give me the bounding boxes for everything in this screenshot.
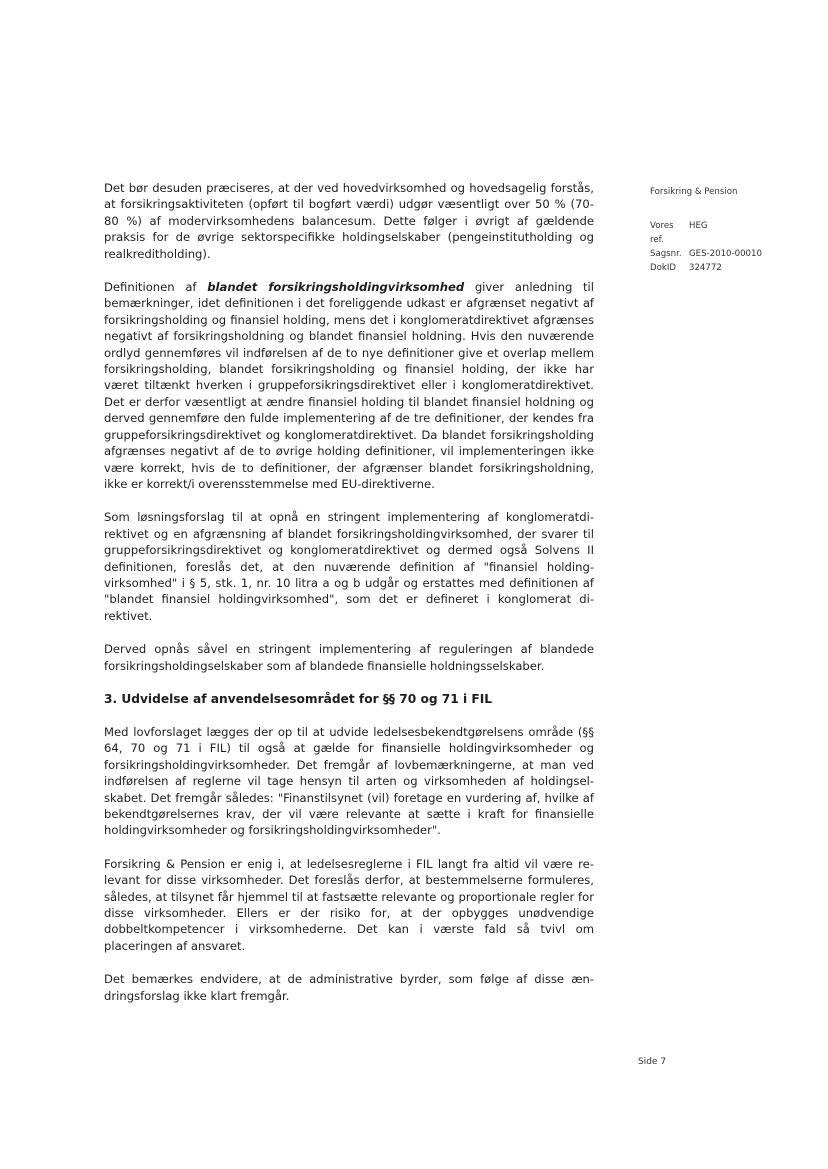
paragraph-blandet-forsikring bbox=[104, 279, 594, 492]
paragraph-lovforslag: Med lovforslaget lægges der op til at udvide ledelsesbekendtgørelsens område (§§ 64, 70 og 71 i FIL) til også at gælde for finansielle holdingvirksomheder og forsikringsholdingvirksomheder. Det fremgår af lovbemærkningerne, at man ved indførelsen af reglerne vil tage hensyn til arten og virksomheden af holdingselskabet. Det fremgår således: "Finanstilsynet (vil) foretage en vurdering af, hvilke af bekendtgørelsernes krav, der vil være relevante at sætte i kraft for finansielle holdingvirksomheder og forsikringsholdingvirksomheder". bbox=[104, 724, 594, 838]
organization-name: Forsikring & Pension bbox=[650, 187, 738, 197]
meta-value: HEG bbox=[689, 221, 708, 231]
sidebar-meta bbox=[650, 185, 810, 275]
paragraph-rest: giver anledning til bemærkninger, idet definitionen i det foreliggende udkast er afgrænset negativt af forsikringsholding og finansiel holding, mens det i konglomeratdirektivet afgrænses negativt af forsikringsholdning og blandet finansiel holdning. Hvis den nuværende ordlyd gennemføres vil indførelsen af de to nye definitioner give et overlap mellem forsikringsholding, blandet forsikringsholding og finansiel holding, der ikke har været tiltænkt hverken i gruppeforsikringsdirektivet eller i konglomeratdirektivet. Det er derfor væsentligt at ændre finansiel holding til blandet finansiel holdning og derved gennemføre den fulde implementering af de tre definitioner, der kendes fra gruppeforsikringsdirektivet og konglomeratdirektivet. Da blandet forsikringsholding afgrænses negativt af de to øvrige holding definitioner, vil implementeringen ikke være korrekt, hvis de to definitioner, der afgrænser blandet forsikringsholdning, ikke er korrekt/i overensstemmelse med EU-direktiverne. bbox=[104, 280, 594, 491]
body-text bbox=[104, 180, 594, 1021]
paragraph-lead: Definitionen af bbox=[104, 280, 208, 295]
section-heading: 3. Udvidelse af anvendelsesområdet for §§ 70 og 71 i FIL bbox=[104, 691, 493, 706]
paragraph-enig: Forsikring & Pension er enig i, at ledelsesreglerne i FIL langt fra altid vil være relevant for disse virksomheder. Det foreslås derfor, at bestemmelserne formuleres, således, at tilsynet får hjemmel til at fastsætte relevante og proportionale regler for disse virksomheder. Ellers er der risiko for, at der opbygges unødvendige dobbeltkompetencer i virksomhederne. Det kan i værste fald så tvivl om placeringen af ansvaret. bbox=[104, 856, 594, 953]
paragraph-holding-definition: Det bør desuden præciseres, at der ved hovedvirksomhed og hovedsagelig forstås, at forsikringsaktiviteten (opført til bogført værdi) udgør væsentligt over 50 % (70-80 %) af modervirksomhedens balancesum. Dette følger i øvrigt af gældende praksis for de øvrige sektorspecifikke holdingselskaber (pengeinstitutholding og realkreditholding). bbox=[104, 181, 594, 261]
meta-row-dokid bbox=[650, 261, 810, 275]
meta-label: Vores ref. bbox=[650, 221, 674, 245]
paragraph-result: Derved opnås såvel en stringent implementering af reguleringen af blandede forsikringsholdingselskaber som af blandede finansielle holdningsselskaber. bbox=[104, 642, 594, 673]
emphasis-term: blandet forsikringsholdingvirksomhed bbox=[207, 280, 465, 295]
page-number: Side 7 bbox=[638, 1057, 667, 1067]
meta-value: 324772 bbox=[689, 263, 722, 273]
meta-label: DokID bbox=[650, 263, 677, 273]
paragraph-byrder: Det bemærkes endvidere, at de administrative byrder, som følge af disse ændringsforslag ikke klart fremgår. bbox=[104, 972, 594, 1003]
meta-row-ref bbox=[650, 219, 810, 247]
paragraph-solution: Som løsningsforslag til at opnå en stringent implementering af konglomeratdirektivet og en afgrænsning af blandet forsikringsholdingvirksomhed, der svarer til gruppeforsikringsdirektivet og konglomeratdirektivet og dermed også Solvens II definitionen, foreslås det, at den nuværende definition af "finansiel holdingvirksomhed" i § 5, stk. 1, nr. 10 litra a og b udgår og erstattes med definitionen af "blandet finansiel holdingvirksomhed", som det er defineret i konglomerat direktivet. bbox=[104, 510, 594, 623]
meta-row-sagsnr bbox=[650, 247, 810, 261]
meta-label: Sagsnr. bbox=[650, 249, 682, 259]
meta-value: GES-2010-00010 bbox=[689, 249, 762, 259]
